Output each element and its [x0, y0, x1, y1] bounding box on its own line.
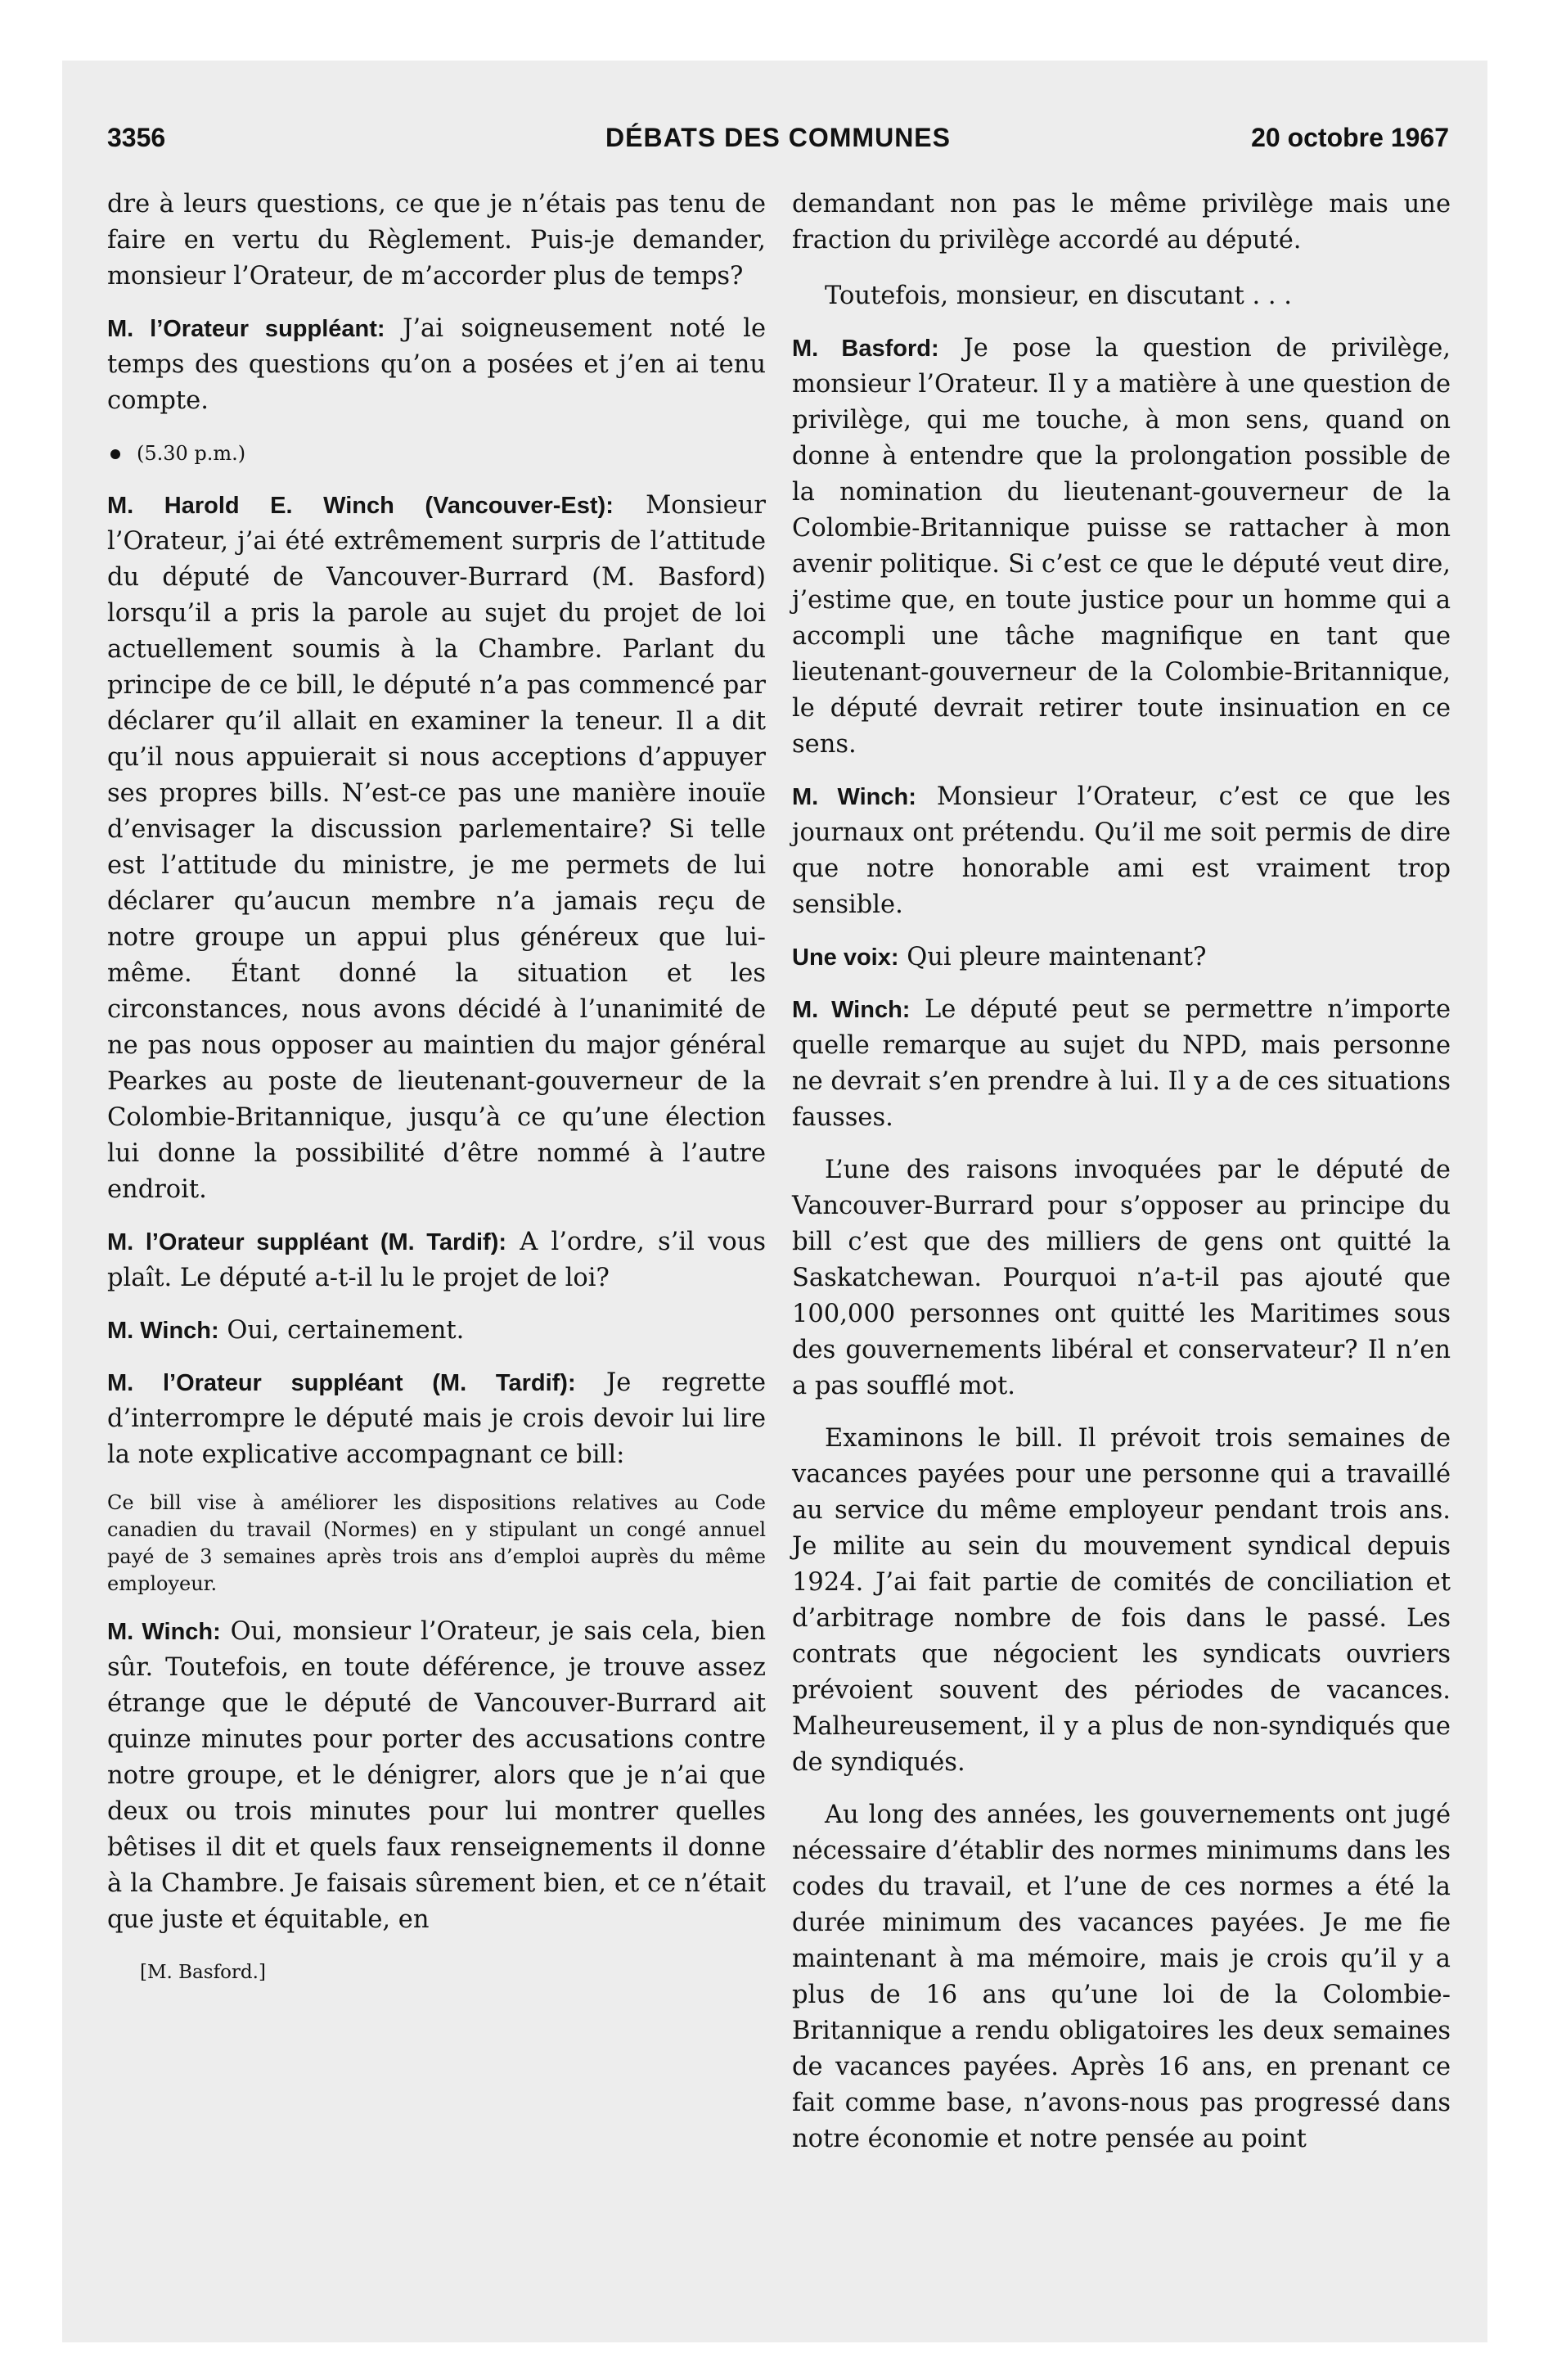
- time-stamp-text: (5.30 p.m.): [137, 442, 246, 465]
- paragraph: demandant non pas le même privilège mais une fraction du privilège accordé au député.: [792, 190, 1451, 255]
- speech-text: A l’ordre, s’il vous plaît. Le député a-t-il lu le projet de loi?: [107, 1228, 766, 1292]
- speaker-name: M. Winch:: [792, 784, 916, 810]
- left-column: [107, 187, 766, 2007]
- speaker-name: M. l’Orateur suppléant:: [107, 316, 385, 342]
- page-header: [107, 115, 1449, 164]
- paragraph: [107, 1365, 766, 1473]
- paragraph: [107, 311, 766, 419]
- speaker-name: M. Basford:: [792, 336, 939, 362]
- explanatory-note: Ce bill vise à améliorer les dispositions relatives au Code canadien du travail (Normes) en y stipulant un congé annuel payé de 3 semaines après trois ans d’emploi auprès du même employeur.: [107, 1491, 766, 1595]
- speech-text: Je regrette d’interrompre le député mais je crois devoir lui lire la note explicative accompagnant ce bill:: [107, 1368, 766, 1469]
- paragraph: Toutefois, monsieur, en discutant . . .: [825, 282, 1292, 310]
- publication-date: 20 octobre 1967: [1251, 123, 1449, 152]
- speaker-name: M. Winch:: [107, 1318, 219, 1344]
- speaker-name: M. Winch:: [792, 997, 911, 1023]
- paragraph: dre à leurs questions, ce que je n’étais pas tenu de faire en vertu du Règlement. Puis-je demander, monsieur l’Orateur, de m’accorder plus de temps?: [107, 190, 766, 291]
- speaker-name: Une voix:: [792, 944, 899, 971]
- paragraph: [792, 992, 1451, 1136]
- paragraph: [107, 1614, 766, 1938]
- speech-text: Je pose la question de privilège, monsieur l’Orateur. Il y a matière à une question de privilège, qui me touche, à mon sens, quand on donne à entendre que la prolongation possible de la nomination du lieutenant-gouverneur de la Colombie-Britannique puisse se rattacher à mon avenir politique. Si c’est ce que le député veut dire, j’estime que, en toute justice pour un homme qui a accompli une tâche magnifique en tant que lieutenant-gouverneur de la Colombie-Britannique, le député devrait retirer toute insinuation en ce sens.: [792, 334, 1451, 759]
- publication-title: DÉBATS DES COMMUNES: [605, 123, 951, 152]
- speaker-name: M. l’Orateur suppléant (M. Tardif):: [107, 1370, 576, 1396]
- paragraph: L’une des raisons invoquées par le député de Vancouver-Burrard pour s’opposer au principe du bill c’est que des milliers de gens ont quitté la Saskatchewan. Pourquoi n’a-t-il pas ajouté que 100,000 personnes ont quitté les Maritimes sous des gouvernements libéral et conservateur? Il n’en a pas soufflé mot.: [792, 1156, 1451, 1400]
- speech-text: Oui, certainement.: [218, 1316, 465, 1345]
- time-stamp: [107, 435, 766, 471]
- speech-text: Qui pleure maintenant?: [898, 943, 1207, 971]
- paragraph: [107, 488, 766, 1208]
- speaker-name: M. l’Orateur suppléant (M. Tardif):: [107, 1229, 507, 1255]
- speech-text: Monsieur l’Orateur, c’est ce que les journaux ont prétendu. Qu’il me soit permis de dire que notre honorable ami est vraiment trop sensible.: [792, 782, 1451, 919]
- attribution: [M. Basford.]: [140, 1962, 266, 1983]
- paragraph: Au long des années, les gouvernements ont jugé nécessaire d’établir des normes minimums dans les codes du travail, et l’une de ces normes a été la durée minimum des vacances payées. Je me fie maintenant à ma mémoire, mais je crois qu’il y a plus de 16 ans qu’une loi de la Colombie-Britannique a rendu obligatoires les deux semaines de vacances payées. Après 16 ans, en prenant ce fait comme base, n’avons-nous pas progressé dans notre économie et notre pensée au point: [792, 1801, 1451, 2153]
- page-number: 3356: [107, 123, 166, 152]
- paragraph: [792, 779, 1451, 923]
- paragraph: [792, 940, 1451, 976]
- bullet-icon: [110, 449, 120, 459]
- paragraph: [107, 1224, 766, 1296]
- speech-text: J’ai soigneusement noté le temps des questions qu’on a posées et j’en ai tenu compte.: [107, 314, 766, 415]
- speech-text: Monsieur l’Orateur, j’ai été extrêmement surpris de l’attitude du député de Vancouver-Burrard (M. Basford) lorsqu’il a pris la parole au sujet du projet de loi actuellement soumis à la Chambre. Parlant du principe de ce bill, le député n’a pas commencé par déclarer qu’il allait en examiner la teneur. Il a dit qu’il nous appuierait si nous acceptions d’appuyer ses propres bills. N’est-ce pas une manière inouïe d’envisager la discussion parlementaire? Si telle est l’attitude du ministre, je me permets de lui déclarer qu’aucun membre n’a jamais reçu de notre groupe un appui plus généreux que lui-même. Étant donné la situation et les circonstances, nous avons décidé à l’unanimité de ne pas nous opposer au maintien du major général Pearkes au poste de lieutenant-gouverneur de la Colombie-Britannique, jusqu’à ce qu’une élection lui donne la possibilité d’être nommé à l’autre endroit.: [107, 491, 766, 1204]
- speech-text: Le député peut se permettre n’importe quelle remarque au sujet du NPD, mais personne ne devrait s’en prendre à lui. Il y a de ces situations fausses.: [792, 995, 1451, 1132]
- speaker-name: M. Winch:: [107, 1619, 221, 1645]
- paragraph: [107, 1313, 766, 1349]
- paragraph: Examinons le bill. Il prévoit trois semaines de vacances payées pour une personne qui a travaillé au service du même employeur pendant trois ans. Je milite au sein du mouvement syndical depuis 1924. J’ai fait partie de comités de conciliation et d’arbitrage nombre de fois dans le passé. Les contrats que négocient les syndicats ouvriers prévoient souvent des périodes de vacances. Malheureusement, il y a plus de non-syndiqués que de syndiqués.: [792, 1424, 1451, 1777]
- paragraph: [792, 331, 1451, 763]
- speaker-name: M. Harold E. Winch (Vancouver-Est):: [107, 493, 614, 519]
- speech-text: Oui, monsieur l’Orateur, je sais cela, bien sûr. Toutefois, en toute déférence, je trouve assez étrange que le député de Vancouver-Burrard ait quinze minutes pour porter des accusations contre notre groupe, et le dénigrer, alors que je n’ai que deux ou trois minutes pour lui montrer quelles bêtises il dit et quels faux renseignements il donne à la Chambre. Je faisais sûrement bien, et ce n’était que juste et équitable, en: [107, 1617, 766, 1934]
- right-column: [792, 187, 1451, 2174]
